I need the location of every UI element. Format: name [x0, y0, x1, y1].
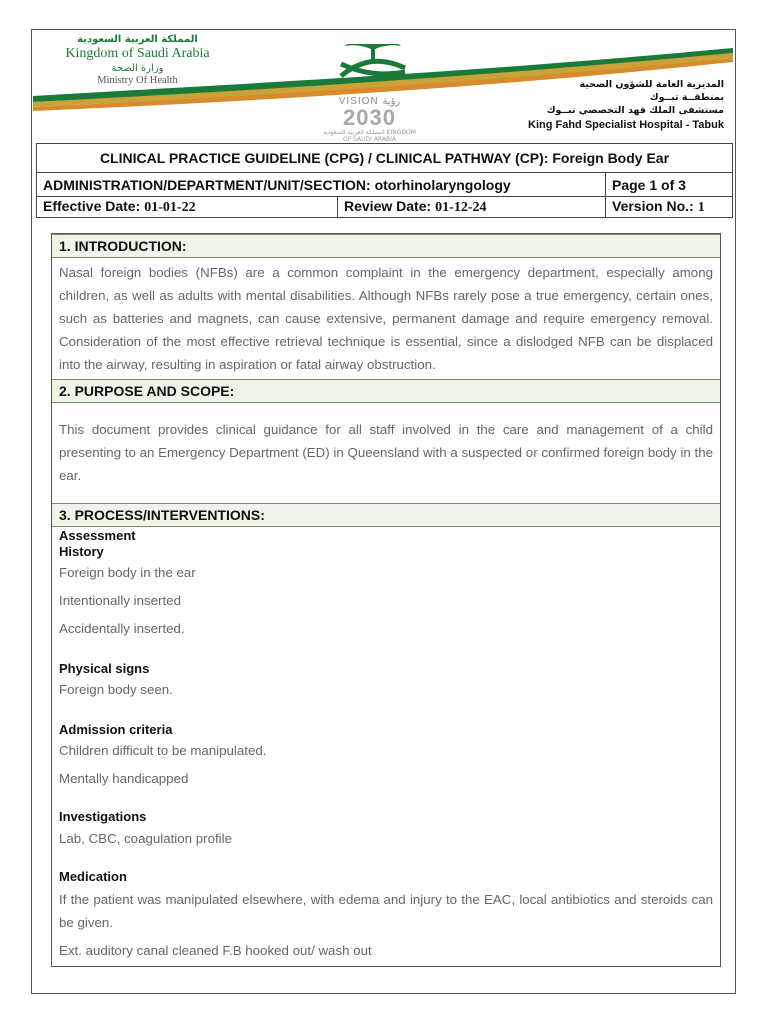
admission-item: Mentally handicapped	[59, 771, 189, 786]
kingdom-arabic: المملكة العربية السعودية	[77, 34, 198, 45]
vision-2030-logo	[322, 96, 417, 143]
page-number: Page 1 of 3	[606, 173, 733, 197]
document-info-table	[36, 143, 733, 218]
hospital-english: King Fahd Specialist Hospital - Tabuk	[528, 119, 724, 131]
effective-date-value: 01-01-22	[144, 200, 196, 215]
medication-heading: Medication	[59, 869, 127, 884]
review-date-value: 01-12-24	[435, 200, 487, 215]
directorate-arabic: المديرية العامة للشؤون الصحية	[579, 79, 724, 90]
effective-date-label: Effective Date:	[43, 198, 141, 214]
introduction-text: Nasal foreign bodies (NFBs) are a common complaint in the emergency department, especially among children, as well as adults with mental disabilities. Although NFBs rarely pose a true emergency, certain ones, such as batteries and magnets, can cause extensive, permanent damage and require emergency removal. Consideration of the most effective retrieval technique is essential, since a dislodged NFB can be displaced into the airway, resulting in aspiration or fatal airway obstruction.	[59, 265, 713, 372]
admission-criteria-heading: Admission criteria	[59, 722, 173, 737]
version-label: Version No.:	[612, 198, 694, 214]
review-date-cell	[338, 197, 606, 218]
palm-emblem-icon	[341, 44, 405, 76]
vision-subtitle: المملكة العربية السعودية KINGDOM OF SAUDI ARABIA	[323, 129, 416, 143]
section-process-heading: 3. PROCESS/INTERVENTIONS:	[52, 503, 720, 527]
assessment-heading: Assessment	[59, 528, 136, 543]
history-item: Accidentally inserted.	[59, 621, 185, 636]
section-purpose-heading: 2. PURPOSE AND SCOPE:	[52, 379, 720, 403]
investigations-heading: Investigations	[59, 809, 147, 824]
history-heading: History	[59, 544, 104, 559]
ministry-english: Ministry Of Health	[97, 75, 178, 86]
review-date-label: Review Date:	[344, 198, 432, 214]
purpose-text: This document provides clinical guidance for all staff involved in the care and management of a child presenting to an Emergency Department (ED) in Queensland with a suspected or confirmed foreign body in the ear.	[59, 422, 713, 483]
department-value: otorhinolaryngology	[374, 176, 511, 193]
physical-signs-heading: Physical signs	[59, 661, 150, 676]
section-introduction-heading: 1. INTRODUCTION:	[52, 234, 720, 258]
effective-date-cell	[37, 197, 338, 218]
investigation-item: Lab, CBC, coagulation profile	[59, 831, 232, 846]
admission-item: Children difficult to be manipulated.	[59, 743, 267, 758]
version-value: 1	[697, 200, 705, 215]
department-label: ADMINISTRATION/DEPARTMENT/UNIT/SECTION:	[43, 176, 371, 193]
region-arabic: بمنطقــة تبــوك	[649, 92, 724, 103]
physical-sign-item: Foreign body seen.	[59, 682, 173, 697]
ministry-arabic: وزارة الصحة	[111, 63, 164, 74]
history-item: Intentionally inserted	[59, 593, 181, 608]
document-title: CLINICAL PRACTICE GUIDELINE (CPG) / CLINICAL PATHWAY (CP): Foreign Body Ear	[37, 144, 733, 173]
kingdom-english: Kingdom of Saudi Arabia	[65, 46, 210, 61]
history-item: Foreign body in the ear	[59, 565, 196, 580]
header-right-block	[474, 78, 724, 132]
hospital-arabic: مستشفى الملك فهد التخصصي تبــوك	[546, 105, 724, 116]
vision-year: 2030	[343, 105, 396, 130]
version-cell	[606, 197, 733, 218]
vision-label: VISION رؤية	[338, 96, 401, 107]
medication-text: If the patient was manipulated elsewhere, with edema and injury to the EAC, local antibiotics and steroids can be given.	[59, 892, 713, 930]
department-cell	[37, 173, 606, 197]
medication-item: Ext. auditory canal cleaned F.B hooked out/ wash out	[59, 943, 372, 958]
